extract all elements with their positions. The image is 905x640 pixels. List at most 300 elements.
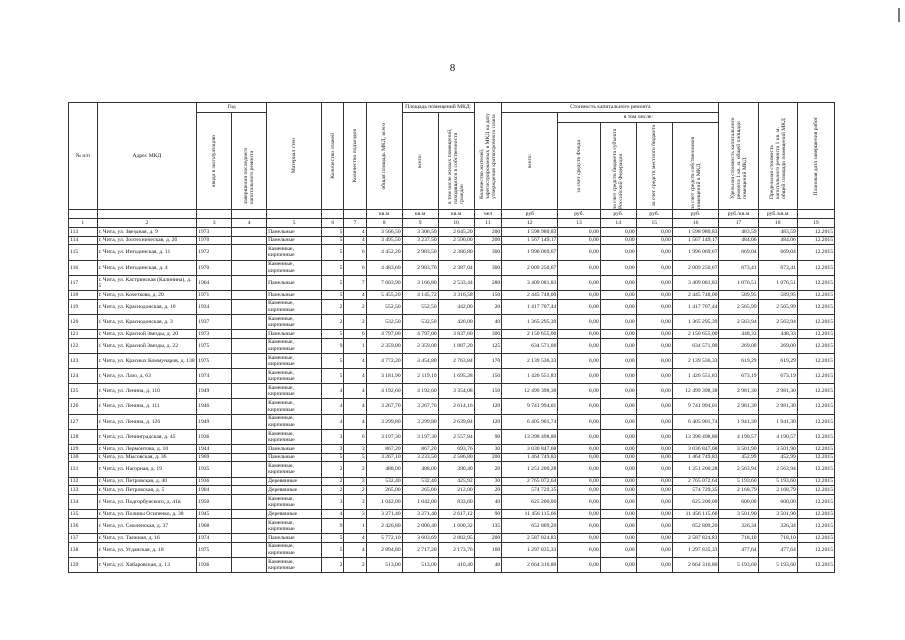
cell-residents: 200: [474, 228, 502, 237]
cell-year-built: 1934: [197, 299, 232, 314]
cell-cost-all: 2 765 072,64: [502, 477, 558, 486]
column-number: 17: [719, 219, 758, 228]
cell-cost-all: 1 464 749,83: [502, 453, 558, 462]
cell-cost-owners: 1 567 149,17: [672, 236, 719, 245]
cell-max-cost: 2 563,94: [758, 314, 797, 329]
cell-year-repair: [232, 486, 267, 495]
table-row: [69, 445, 835, 454]
unit-cell: кв.м: [366, 210, 402, 219]
cell-cost-fund: 0,00: [558, 429, 600, 444]
cell-cost-all: 1 365 295,39: [502, 314, 558, 329]
cell-row-number: 123: [69, 353, 98, 368]
cell-entrances: 4: [344, 414, 366, 429]
cell-cost-region: 0,00: [600, 518, 636, 533]
cell-cost-all: 12 499 398,38: [502, 384, 558, 399]
cell-area-total: 1 042,00: [366, 494, 402, 509]
cell-residents: 150: [474, 384, 502, 399]
cell-max-cost: 1 076,51: [758, 275, 797, 290]
table-row: [69, 399, 835, 414]
column-number: 8: [366, 219, 402, 228]
cell-year-built: 1946: [197, 399, 232, 414]
cell-area-private: 390,40: [438, 462, 474, 477]
cell-plan-date: 12.2015: [797, 445, 834, 454]
cell-area-total: 513,00: [366, 557, 402, 572]
column-number: 14: [600, 219, 636, 228]
cell-row-number: 139: [69, 557, 98, 572]
cell-plan-date: 12.2015: [797, 486, 834, 495]
cell-area-all: 532,50: [402, 314, 438, 329]
cell-floors: 5: [322, 542, 344, 557]
cell-year-repair: [232, 445, 267, 454]
cell-max-cost: 326,34: [758, 518, 797, 533]
cell-address: г. Чита, ул. Зоотехническая, д. 2б: [97, 236, 197, 245]
cell-unit-cost: 5 193,60: [719, 477, 758, 486]
cell-row-number: 116: [69, 260, 98, 275]
cell-cost-region: 0,00: [600, 330, 636, 339]
cell-cost-owners: 625 200,00: [672, 494, 719, 509]
cell-cost-local: 0,00: [636, 494, 672, 509]
cell-unit-cost: 2 563,94: [719, 314, 758, 329]
cell-cost-owners: 2 139 536,33: [672, 353, 719, 368]
column-number: 12: [502, 219, 558, 228]
cell-cost-region: 0,00: [600, 353, 636, 368]
table-row: [69, 518, 835, 533]
cell-max-cost: 600,00: [758, 494, 797, 509]
cell-area-all: 513,00: [402, 557, 438, 572]
cell-cost-fund: 0,00: [558, 462, 600, 477]
cell-entrances: 4: [344, 236, 366, 245]
cell-row-number: 113: [69, 228, 98, 237]
cell-area-total: 2 894,80: [366, 542, 402, 557]
cell-wall-material: Каменные, кирпичные: [267, 369, 322, 384]
cell-cost-fund: 0,00: [558, 353, 600, 368]
cell-entrances: 6: [344, 260, 366, 275]
cell-cost-all: 6 405 901,74: [502, 414, 558, 429]
cell-cost-fund: 0,00: [558, 384, 600, 399]
header-entrances: Количество подъездов: [352, 129, 358, 183]
cell-area-all: 4 797,00: [402, 330, 438, 339]
cell-entrances: 7: [344, 275, 366, 290]
cell-plan-date: 12.2015: [797, 534, 834, 543]
cell-area-private: 212,00: [438, 486, 474, 495]
cell-area-all: 2 983,50: [402, 245, 438, 260]
cell-entrances: 4: [344, 353, 366, 368]
cell-area-all: 3 267,70: [402, 399, 438, 414]
cell-address: г. Чита, ул. Ленина, д. 126: [97, 414, 197, 429]
cell-cost-owners: 2 765 072,64: [672, 477, 719, 486]
cell-max-cost: 2 563,94: [758, 462, 797, 477]
cell-address: г. Чита, ул. Ленинградская, д. 45: [97, 429, 197, 444]
header-area-private: в том числе жилых помещений, находящихся в собственности граждан: [447, 128, 466, 204]
cell-unit-cost: 2 981,30: [719, 399, 758, 414]
table-row: [69, 384, 835, 399]
cell-cost-fund: 0,00: [558, 445, 600, 454]
cell-area-all: 3 233,50: [402, 453, 438, 462]
cell-unit-cost: 326,34: [719, 518, 758, 533]
cell-cost-all: 2 587 824,83: [502, 534, 558, 543]
cell-cost-all: 1 297 835,33: [502, 542, 558, 557]
cell-area-private: 2 586,80: [438, 453, 474, 462]
cell-row-number: 115: [69, 245, 98, 260]
cell-cost-owners: 12 499 398,38: [672, 384, 719, 399]
cell-floors: 9: [322, 338, 344, 353]
column-number: 1: [69, 219, 98, 228]
cell-unit-cost: 483,59: [719, 228, 758, 237]
cell-cost-owners: 1 996 069,67: [672, 245, 719, 260]
cell-area-all: 2 983,70: [402, 260, 438, 275]
cell-address: г. Чита, ул. Смоленская, д. 37: [97, 518, 197, 533]
cell-plan-date: 12.2015: [797, 429, 834, 444]
cell-plan-date: 12.2015: [797, 399, 834, 414]
column-number: 5: [267, 219, 322, 228]
cell-year-built: 1944: [197, 445, 232, 454]
table-row: [69, 353, 835, 368]
cell-unit-cost: 2 563,94: [719, 462, 758, 477]
column-number-row: [69, 219, 835, 228]
cell-cost-all: 2 150 655,00: [502, 330, 558, 339]
cell-cost-region: 0,00: [600, 542, 636, 557]
cell-plan-date: 12.2015: [797, 245, 834, 260]
cell-cost-owners: 1 297 835,33: [672, 542, 719, 557]
column-number: 3: [197, 219, 232, 228]
cell-cost-fund: 0,00: [558, 477, 600, 486]
cell-floors: 3: [322, 494, 344, 509]
cell-cost-owners: 2 150 655,00: [672, 330, 719, 339]
cell-unit-cost: 718,10: [719, 534, 758, 543]
cell-wall-material: Каменные, кирпичные: [267, 338, 322, 353]
column-number: 15: [636, 219, 672, 228]
cell-cost-region: 0,00: [600, 236, 636, 245]
cell-cost-local: 0,00: [636, 228, 672, 237]
cell-floors: 5: [322, 260, 344, 275]
table-row: [69, 486, 835, 495]
cell-max-cost: 448,33: [758, 330, 797, 339]
cell-cost-owners: 13 398 498,80: [672, 429, 719, 444]
column-number: 9: [402, 219, 438, 228]
cell-residents: 20: [474, 299, 502, 314]
cell-residents: 125: [474, 338, 502, 353]
cell-area-private: 693,76: [438, 445, 474, 454]
cell-year-built: 1974: [197, 534, 232, 543]
cell-floors: 2: [322, 486, 344, 495]
cell-floors: 3: [322, 445, 344, 454]
cell-area-private: 2 173,76: [438, 542, 474, 557]
table-row: [69, 299, 835, 314]
cell-cost-fund: 0,00: [558, 236, 600, 245]
cell-plan-date: 12.2015: [797, 290, 834, 299]
cell-unit-cost: 477,64: [719, 542, 758, 557]
cell-address: г. Чита, ул. Подгорбунского, д. 41в: [97, 494, 197, 509]
cell-floors: 2: [322, 299, 344, 314]
cell-unit-cost: 600,00: [719, 494, 758, 509]
cell-max-cost: 673,41: [758, 260, 797, 275]
cell-floors: 5: [322, 330, 344, 339]
cell-max-cost: 452,99: [758, 453, 797, 462]
cell-residents: 200: [474, 236, 502, 245]
cell-cost-all: 2 009 250,67: [502, 260, 558, 275]
header-residents: Количество жителей, зарегистрированных в МКД на дату утверждения краткосрочного плана: [478, 113, 497, 199]
cell-cost-region: 0,00: [600, 399, 636, 414]
cell-row-number: 124: [69, 369, 98, 384]
cell-wall-material: Каменные, кирпичные: [267, 299, 322, 314]
cell-area-total: 2 359,00: [366, 338, 402, 353]
cell-residents: 40: [474, 494, 502, 509]
column-number: 4: [232, 219, 267, 228]
cell-residents: 20: [474, 486, 502, 495]
cell-max-cost: 718,10: [758, 534, 797, 543]
cell-cost-owners: 574 729,35: [672, 486, 719, 495]
cell-year-built: 1936: [197, 477, 232, 486]
cell-area-all: 2 000,40: [402, 518, 438, 533]
header-cost-local: за счет средств местного бюджета: [651, 125, 658, 207]
cell-cost-all: 2 664 316,80: [502, 557, 558, 572]
cell-area-total: 532,40: [366, 477, 402, 486]
table-row: [69, 260, 835, 275]
cell-floors: 5: [322, 228, 344, 237]
cell-cost-local: 0,00: [636, 534, 672, 543]
header-area-group: Площадь помещений МКД:: [402, 103, 474, 113]
cell-cost-fund: 0,00: [558, 542, 600, 557]
header-cost-incl: в том числе:: [558, 113, 719, 123]
cell-plan-date: 12.2015: [797, 260, 834, 275]
cell-area-all: 4 145,72: [402, 290, 438, 299]
cell-plan-date: 12.2015: [797, 510, 834, 519]
cell-cost-region: 0,00: [600, 445, 636, 454]
cell-residents: 200: [474, 453, 502, 462]
cell-cost-local: 0,00: [636, 338, 672, 353]
cell-area-all: 552,50: [402, 299, 438, 314]
cell-entrances: 2: [344, 462, 366, 477]
cell-area-private: 2 617,12: [438, 510, 474, 519]
cell-year-repair: [232, 338, 267, 353]
cell-cost-region: 0,00: [600, 290, 636, 299]
cell-cost-owners: 1 426 551,83: [672, 369, 719, 384]
cell-max-cost: 5 193,60: [758, 477, 797, 486]
cell-wall-material: Каменные, кирпичные: [267, 245, 322, 260]
cell-year-built: 1971: [197, 290, 232, 299]
cell-area-all: 4 192,60: [402, 384, 438, 399]
cell-cost-local: 0,00: [636, 236, 672, 245]
cell-cost-owners: 634 571,00: [672, 338, 719, 353]
cell-address: г. Чита, ул. Таежная, д. 16: [97, 534, 197, 543]
cell-area-total: 3 267,10: [366, 453, 402, 462]
cell-area-private: 2 387,04: [438, 260, 474, 275]
cell-area-private: 426,00: [438, 314, 474, 329]
cell-unit-cost: 669,04: [719, 245, 758, 260]
header-row-1: [69, 103, 835, 113]
cell-wall-material: Каменные, кирпичные: [267, 429, 322, 444]
cell-row-number: 133: [69, 486, 98, 495]
cell-residents: 150: [474, 369, 502, 384]
cell-floors: 2: [322, 557, 344, 572]
cell-year-built: 1973: [197, 330, 232, 339]
cell-cost-region: 0,00: [600, 486, 636, 495]
cell-floors: 5: [322, 236, 344, 245]
cell-wall-material: Каменные, кирпичные: [267, 494, 322, 509]
cell-residents: 300: [474, 260, 502, 275]
cell-cost-owners: 1 251 200,28: [672, 462, 719, 477]
cell-row-number: 131: [69, 462, 98, 477]
header-year-repair: завершения последнего капитального ремонта: [243, 147, 256, 204]
header-cost-owners: за счет средств собственников помещений в МКД: [689, 136, 702, 209]
cell-cost-local: 0,00: [636, 353, 672, 368]
cell-wall-material: Панельные: [267, 445, 322, 454]
cell-cost-all: 13 398 498,80: [502, 429, 558, 444]
cell-entrances: 1: [344, 338, 366, 353]
cell-cost-local: 0,00: [636, 399, 672, 414]
cell-area-total: 552,50: [366, 299, 402, 314]
cell-year-repair: [232, 330, 267, 339]
cell-year-repair: [232, 542, 267, 557]
cell-cost-local: 0,00: [636, 384, 672, 399]
cell-row-number: 120: [69, 314, 98, 329]
cell-area-private: 442,00: [438, 299, 474, 314]
cell-residents: 150: [474, 290, 502, 299]
cell-year-repair: [232, 228, 267, 237]
cell-cost-local: 0,00: [636, 245, 672, 260]
cell-year-repair: [232, 384, 267, 399]
cell-year-repair: [232, 414, 267, 429]
cell-cost-region: 0,00: [600, 462, 636, 477]
cell-year-built: 1972: [197, 245, 232, 260]
cell-plan-date: 12.2015: [797, 228, 834, 237]
cell-cost-local: 0,00: [636, 453, 672, 462]
cell-cost-fund: 0,00: [558, 290, 600, 299]
cell-wall-material: Каменные, кирпичные: [267, 557, 322, 572]
cell-entrances: 3: [344, 510, 366, 519]
cell-wall-material: Деревянные: [267, 477, 322, 486]
header-floors: Количество этажей: [329, 133, 336, 179]
cell-wall-material: Каменные, кирпичные: [267, 414, 322, 429]
header-area-all: всего:: [417, 153, 424, 169]
cell-row-number: 130: [69, 453, 98, 462]
cell-residents: 30: [474, 477, 502, 486]
cell-area-all: 532,40: [402, 477, 438, 486]
cell-cost-owners: 1 464 749,83: [672, 453, 719, 462]
cell-area-total: 3 181,90: [366, 369, 402, 384]
cell-address: г. Чита, ул. Звездная, д. 9: [97, 228, 197, 237]
cell-year-repair: [232, 260, 267, 275]
cell-area-total: 488,00: [366, 462, 402, 477]
cell-cost-local: 0,00: [636, 414, 672, 429]
cell-area-all: 2 359,00: [402, 338, 438, 353]
cell-unit-cost: 619,29: [719, 353, 758, 368]
cell-cost-local: 0,00: [636, 445, 672, 454]
cell-year-built: 1904: [197, 486, 232, 495]
cell-entrances: 1: [344, 518, 366, 533]
cell-wall-material: Панельные: [267, 275, 322, 290]
cell-cost-fund: 0,00: [558, 534, 600, 543]
cell-unit-cost: 3 501,90: [719, 445, 758, 454]
header-wall-material: Материал стен: [291, 138, 298, 174]
cell-unit-cost: 589,95: [719, 290, 758, 299]
cell-year-repair: [232, 453, 267, 462]
cell-cost-owners: 2 445 748,00: [672, 290, 719, 299]
cell-cost-region: 0,00: [600, 314, 636, 329]
cell-row-number: 138: [69, 542, 98, 557]
cell-cost-region: 0,00: [600, 384, 636, 399]
cell-address: г. Чита, ул. Красных Коммунаров, д. 138: [97, 353, 197, 368]
cell-address: г. Чита, ул. Угданская, д. 18: [97, 542, 197, 557]
cell-cost-fund: 0,00: [558, 245, 600, 260]
cell-residents: 30: [474, 445, 502, 454]
cell-area-private: 410,40: [438, 557, 474, 572]
cell-cost-local: 0,00: [636, 486, 672, 495]
cell-address: г. Чита, ул. Краснодонская, д. 10: [97, 299, 197, 314]
cell-entrances: 4: [344, 228, 366, 237]
cell-year-repair: [232, 399, 267, 414]
cell-floors: 2: [322, 462, 344, 477]
table-row: [69, 414, 835, 429]
cell-floors: 5: [322, 369, 344, 384]
cell-unit-cost: 2 168,79: [719, 486, 758, 495]
cell-area-total: 7 603,90: [366, 275, 402, 290]
cell-row-number: 135: [69, 510, 98, 519]
cell-cost-fund: 0,00: [558, 557, 600, 572]
header-cost-group: Стоимость капитального ремонта: [502, 103, 719, 113]
cell-unit-cost: 2 565,99: [719, 299, 758, 314]
header-area-total: общая площадь МКД, всего: [381, 122, 388, 190]
cell-cost-fund: 0,00: [558, 228, 600, 237]
cell-cost-region: 0,00: [600, 477, 636, 486]
cell-year-repair: [232, 353, 267, 368]
cell-unit-cost: 673,19: [719, 369, 758, 384]
unit-cell: кв.м: [402, 210, 438, 219]
cell-max-cost: 2 981,30: [758, 399, 797, 414]
cell-year-repair: [232, 245, 267, 260]
cell-max-cost: 5 193,60: [758, 557, 797, 572]
cell-area-total: 4 192,60: [366, 384, 402, 399]
cell-unit-cost: 5 193,60: [719, 557, 758, 572]
cell-area-total: 3 299,80: [366, 414, 402, 429]
cell-plan-date: 12.2015: [797, 414, 834, 429]
cell-cost-fund: 0,00: [558, 453, 600, 462]
table-row: [69, 557, 835, 572]
cell-area-all: 2 717,20: [402, 542, 438, 557]
cell-cost-all: 11 456 115,66: [502, 510, 558, 519]
cell-year-built: 1950: [197, 494, 232, 509]
cell-area-total: 2 426,80: [366, 518, 402, 533]
cell-cost-local: 0,00: [636, 330, 672, 339]
cell-cost-all: 1 567 149,17: [502, 236, 558, 245]
cell-plan-date: 12.2015: [797, 353, 834, 368]
cell-floors: 4: [322, 510, 344, 519]
cell-year-repair: [232, 290, 267, 299]
cell-year-built: 1936: [197, 429, 232, 444]
cell-residents: 280: [474, 275, 502, 290]
cell-cost-owners: 3 036 847,68: [672, 445, 719, 454]
cell-cost-region: 0,00: [600, 534, 636, 543]
cell-plan-date: 12.2015: [797, 314, 834, 329]
table-row: [69, 477, 835, 486]
table-row: [69, 534, 835, 543]
cell-plan-date: 12.2015: [797, 542, 834, 557]
table-row: [69, 510, 835, 519]
cell-area-all: 488,00: [402, 462, 438, 477]
cell-plan-date: 12.2015: [797, 453, 834, 462]
cell-residents: 200: [474, 534, 502, 543]
cell-area-total: 3 197,30: [366, 429, 402, 444]
table-row: [69, 236, 835, 245]
cell-floors: 4: [322, 399, 344, 414]
cell-cost-region: 0,00: [600, 275, 636, 290]
cell-max-cost: 2 168,79: [758, 486, 797, 495]
cell-residents: 40: [474, 314, 502, 329]
cell-max-cost: 673,19: [758, 369, 797, 384]
cell-cost-region: 0,00: [600, 494, 636, 509]
cell-entrances: 4: [344, 290, 366, 299]
cell-address: г. Чита, ул. Лазо, д. 63: [97, 369, 197, 384]
